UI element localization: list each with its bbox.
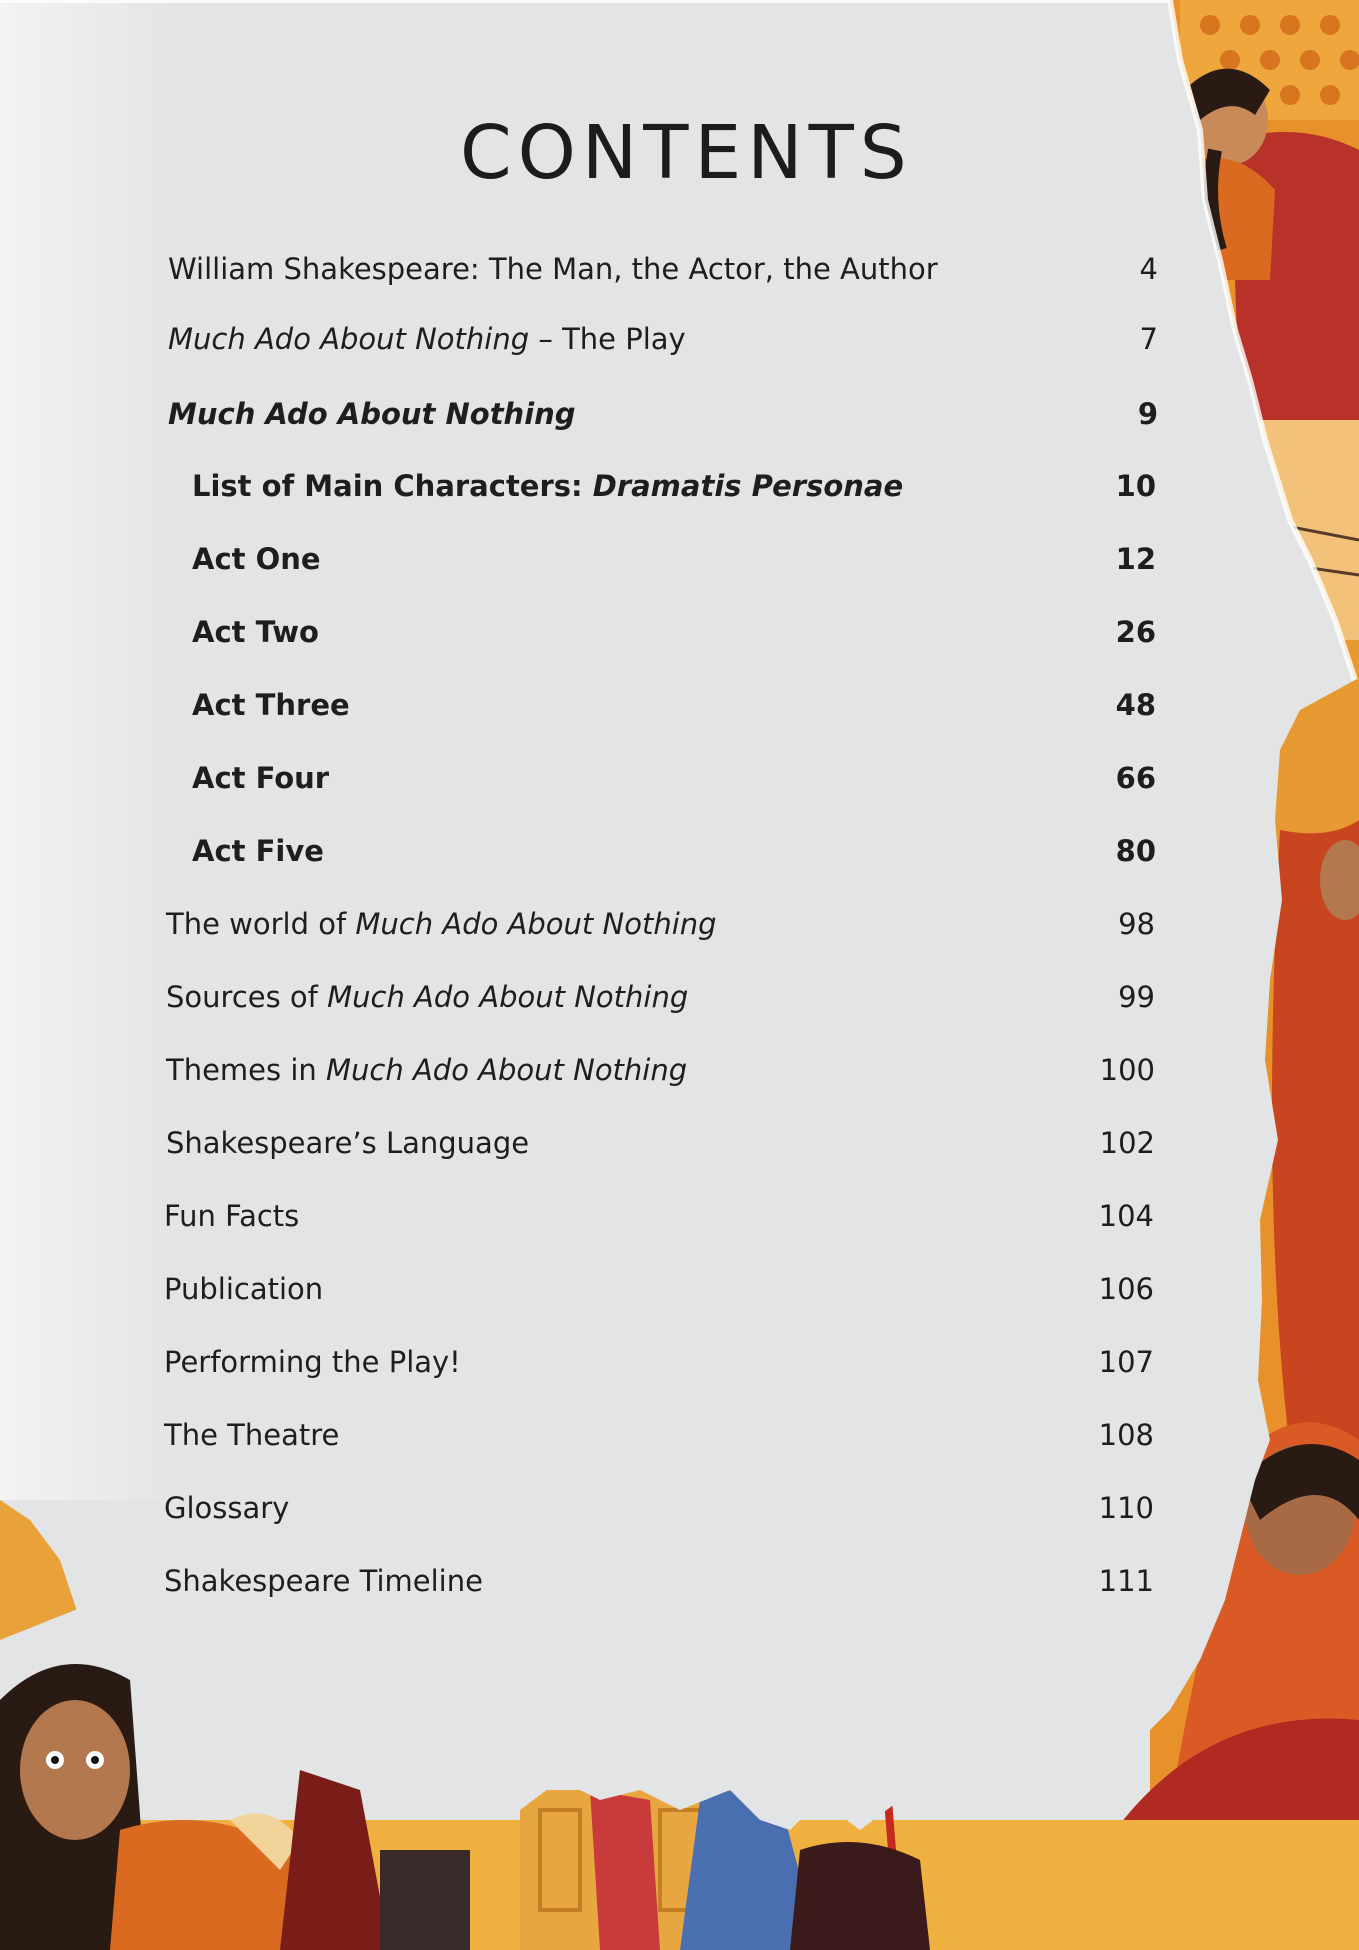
toc-title-part: Much Ado About Nothing	[326, 1053, 688, 1087]
toc-entry-page-number: 99	[1118, 980, 1155, 1014]
toc-entry-title	[164, 1564, 483, 1598]
toc-entry-title	[166, 1126, 529, 1160]
toc-title-part: The world of	[166, 907, 356, 941]
toc-title-part: Shakespeare’s Language	[166, 1126, 530, 1160]
toc-entry	[168, 315, 1158, 363]
toc-entry	[166, 973, 1155, 1021]
toc-entry	[192, 608, 1156, 656]
toc-entry	[164, 1192, 1154, 1240]
toc-title-part: Sources of	[166, 980, 328, 1014]
toc-entry-title	[192, 542, 321, 576]
toc-entry-title	[192, 761, 329, 795]
toc-entry-title	[192, 688, 350, 722]
toc-entry	[168, 390, 1158, 438]
toc-title-part: William Shakespeare: The Man, the Actor, the Author	[168, 252, 938, 286]
toc-entry-title	[192, 615, 319, 649]
toc-title-part: Themes in	[166, 1053, 327, 1087]
toc-entry-page-number: 104	[1098, 1199, 1154, 1233]
toc-title-part: Shakespeare Timeline	[164, 1564, 483, 1598]
toc-entry	[192, 535, 1156, 583]
toc-title-part: The Theatre	[164, 1418, 340, 1452]
toc-title-part: Act Five	[192, 834, 324, 868]
toc-entry-title	[164, 1345, 461, 1379]
toc-entry-page-number: 48	[1115, 688, 1156, 722]
toc-title-part: Much Ado About Nothing	[327, 980, 689, 1014]
toc-entry-title	[164, 1491, 289, 1525]
toc-entry-title	[166, 907, 717, 941]
toc-entry	[164, 1265, 1154, 1313]
toc-entry-page-number: 66	[1115, 761, 1156, 795]
toc-title-part: Act Three	[192, 688, 350, 722]
toc-entry-page-number: 108	[1098, 1418, 1154, 1452]
toc-title-part: Act One	[192, 542, 321, 576]
toc-entry-page-number: 9	[1137, 397, 1158, 431]
toc-entry-title	[164, 1199, 299, 1233]
toc-entry-page-number: 106	[1098, 1272, 1154, 1306]
toc-entry-page-number: 111	[1098, 1564, 1154, 1598]
toc-entry-page-number: 100	[1099, 1053, 1155, 1087]
toc-entry	[168, 245, 1158, 293]
toc-entry-title	[168, 322, 686, 356]
toc-entry-title	[164, 1418, 339, 1452]
toc-entry-title	[168, 397, 576, 431]
toc-entry	[166, 900, 1155, 948]
toc-title-part: List of Main Characters:	[192, 469, 593, 503]
toc-title-part: Much Ado About Nothing	[168, 397, 576, 431]
toc-title-part: Publication	[164, 1272, 324, 1306]
toc-title-part: Much Ado About Nothing	[168, 322, 530, 356]
page-title: CONTENTS	[460, 110, 913, 196]
toc-title-part: Act Four	[192, 761, 330, 795]
toc-entry-title	[166, 1053, 687, 1087]
toc-entry-page-number: 102	[1099, 1126, 1155, 1160]
toc-entry-page-number: 7	[1139, 322, 1158, 356]
toc-entry-page-number: 80	[1115, 834, 1156, 868]
toc-entry	[192, 754, 1156, 802]
toc-title-part: – The Play	[529, 322, 686, 356]
toc-entry-title	[192, 469, 903, 503]
toc-entry	[192, 827, 1156, 875]
toc-entry-title	[192, 834, 324, 868]
toc-entry-page-number: 12	[1115, 542, 1156, 576]
toc-entry	[164, 1484, 1154, 1532]
toc-title-part: Fun Facts	[164, 1199, 300, 1233]
toc-entry-page-number: 10	[1115, 469, 1156, 503]
toc-title-part: Glossary	[164, 1491, 290, 1525]
toc-entry-page-number: 4	[1139, 252, 1158, 286]
toc-entry-page-number: 26	[1115, 615, 1156, 649]
toc-entry-title	[164, 1272, 323, 1306]
toc-title-part: Dramatis Personae	[592, 469, 904, 503]
toc-entry-title	[168, 252, 938, 286]
toc-entry	[164, 1338, 1154, 1386]
toc-entry	[192, 681, 1156, 729]
toc-entry-title	[166, 980, 688, 1014]
toc-entry	[164, 1411, 1154, 1459]
toc-entry-page-number: 110	[1098, 1491, 1154, 1525]
toc-title-part: Much Ado About Nothing	[355, 907, 717, 941]
toc-entry	[192, 462, 1156, 510]
toc-title-part: Act Two	[192, 615, 319, 649]
toc-entry-page-number: 107	[1098, 1345, 1154, 1379]
toc-entry	[164, 1557, 1154, 1605]
toc-entry-page-number: 98	[1118, 907, 1155, 941]
toc-entry	[166, 1046, 1155, 1094]
toc-title-part: Performing the Play!	[164, 1345, 461, 1379]
toc-entry	[166, 1119, 1155, 1167]
